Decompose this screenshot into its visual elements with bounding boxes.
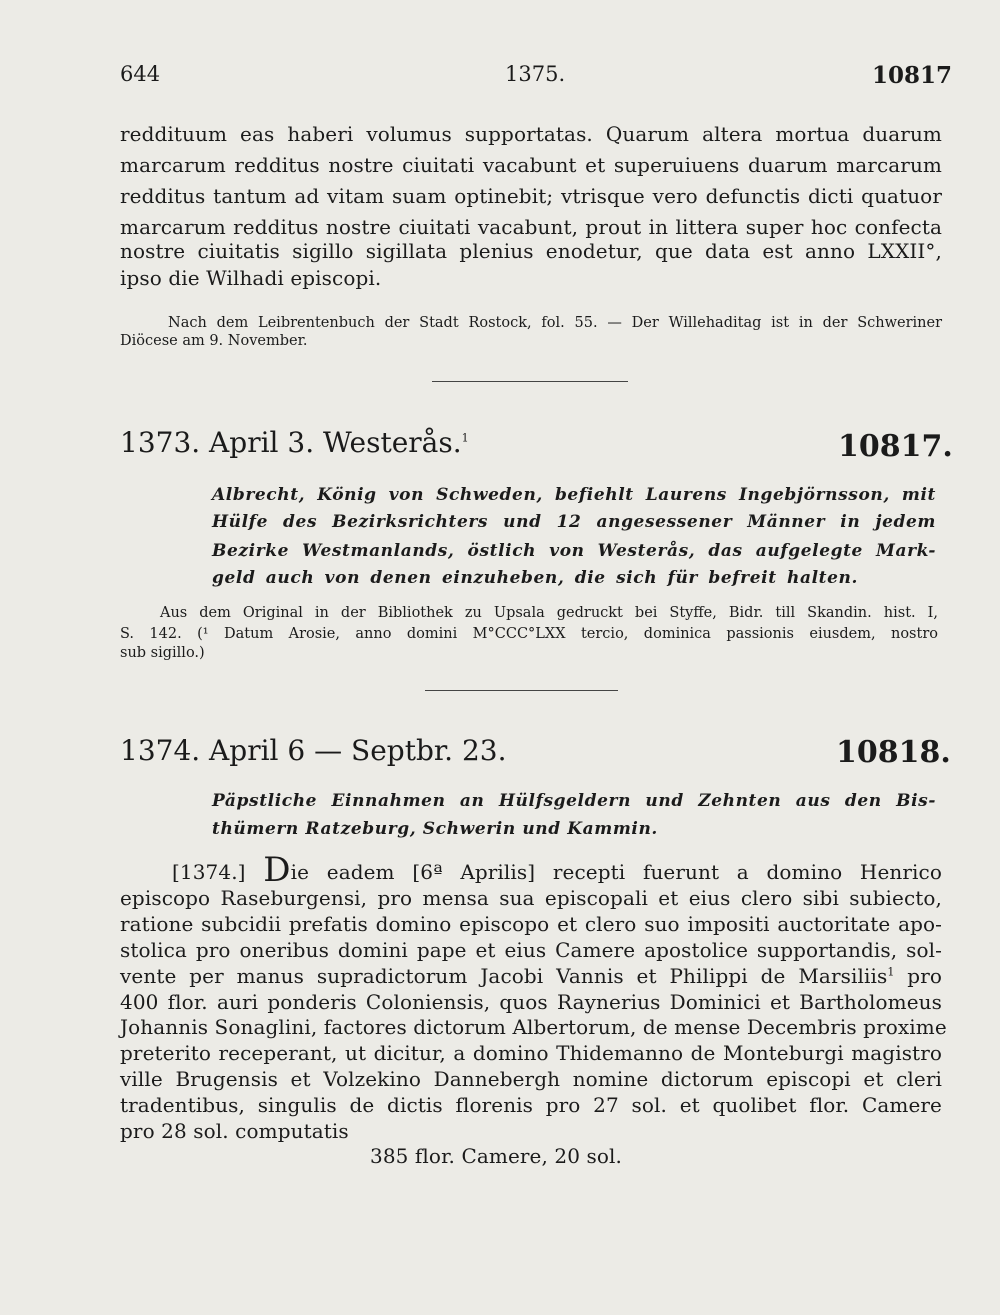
- section-divider: [432, 381, 628, 382]
- entry-number: 10817.: [838, 429, 953, 464]
- entry-number: 10818.: [836, 735, 951, 770]
- document-text-line: [172, 850, 942, 890]
- document-text-line: Johannis Sonaglini, factores dictorum Albertorum, de mense Decembris proxime: [120, 1015, 947, 1039]
- document-text-line: 400 flor. auri ponderis Coloniensis, quos Raynerius Dominici et Bartholomeus: [120, 990, 942, 1014]
- entry-summary-line: Päpstliche Einnahmen an Hülfsgeldern und Zehnten aus den Bis-: [212, 791, 936, 811]
- source-note: Nach dem Leibrentenbuch der Stadt Rostock, fol. 55. — Der Willehaditag ist in der Schweriner: [168, 315, 942, 331]
- continuation-line: ipso die Wilhadi episcopi.: [120, 266, 382, 290]
- entry-summary-line: thümern Ratzeburg, Schwerin und Kammin.: [212, 819, 658, 839]
- continuation-line: reddituum eas haberi volumus supportatas. Quarum altera mortua duarum: [120, 122, 942, 146]
- continuation-line: nostre ciuitatis sigillo sigillata plenius enodetur, que data est anno LXXII°,: [120, 239, 942, 263]
- section-divider: [425, 690, 618, 691]
- document-text-line: episcopo Raseburgensi, pro mensa sua episcopali et eius clero sibi subiecto,: [120, 886, 942, 910]
- continuation-line: redditus tantum ad vitam suam optinebit; vtrisque vero defunctis dicti quatuor: [120, 184, 942, 208]
- line-text: vente per manus supradictorum Jacobi Vannis et Philippi de Marsiliis: [120, 964, 888, 988]
- entry-date-heading: [120, 426, 469, 460]
- document-text-line: ville Brugensis et Volzekino Dannebergh nomine dictorum episcopi et cleri: [120, 1067, 942, 1091]
- source-note: sub sigillo.): [120, 645, 205, 661]
- entry-summary-line: Bezirke Westmanlands, östlich von Westerås, das aufgelegte Mark-: [212, 541, 936, 561]
- document-text-line: tradentibus, singulis de dictis florenis pro 27 sol. et quolibet flor. Camere: [120, 1093, 942, 1117]
- entry-summary-line: geld auch von denen einzuheben, die sich für befreit halten.: [212, 568, 858, 588]
- date-bracket: [1374.]: [172, 860, 246, 884]
- document-text-line: pro 28 sol. computatis: [120, 1119, 349, 1143]
- source-note: Aus dem Original in der Bibliothek zu Upsala gedruckt bei Styffe, Bidr. till Skandin. hist. I,: [160, 605, 938, 621]
- document-text-line: ratione subcidii prefatis domino episcopo et clero suo impositi auctoritate apo-: [120, 912, 942, 936]
- running-year: 1375.: [505, 62, 566, 86]
- footnote-marker: 1: [461, 431, 469, 445]
- continuation-line: marcarum redditus nostre ciuitati vacabunt, prout in littera super hoc confecta: [120, 215, 942, 239]
- document-text-line: preterito receperant, ut dicitur, a domino Thidemanno de Monteburgi magistro: [120, 1041, 942, 1065]
- continuation-line: marcarum redditus nostre ciuitati vacabunt et superuiuens duarum marcarum: [120, 153, 942, 177]
- entry-summary-line: Albrecht, König von Schweden, befiehlt Laurens Ingebjörnsson, mit: [212, 485, 936, 505]
- entry-date: 1373. April 3. Westerås.: [120, 426, 462, 459]
- running-doc-number: 10817: [872, 62, 953, 89]
- entry-summary-line: Hülfe des Bezirksrichters und 12 angesessener Männer in jedem: [212, 512, 936, 532]
- source-note: Diöcese am 9. November.: [120, 333, 308, 349]
- first-line-text: ie eadem [6ª Aprilis] recepti fuerunt a domino Henrico: [290, 860, 942, 884]
- line-text: pro: [894, 964, 942, 988]
- source-note: S. 142. (¹ Datum Arosie, anno domini M°CCC°LXX tercio, dominica passionis eiusdem, nostro: [120, 626, 938, 642]
- page-number: 644: [120, 62, 161, 86]
- document-text-line: [120, 964, 942, 988]
- document-text-line: stolica pro oneribus domini pape et eius Camere apostolice supportandis, sol-: [120, 938, 942, 962]
- initial-letter: D: [263, 850, 291, 890]
- entry-date-heading: 1374. April 6 — Septbr. 23.: [120, 734, 507, 767]
- sum-total: 385 flor. Camere, 20 sol.: [370, 1144, 622, 1168]
- footnote-marker: 1: [887, 965, 895, 979]
